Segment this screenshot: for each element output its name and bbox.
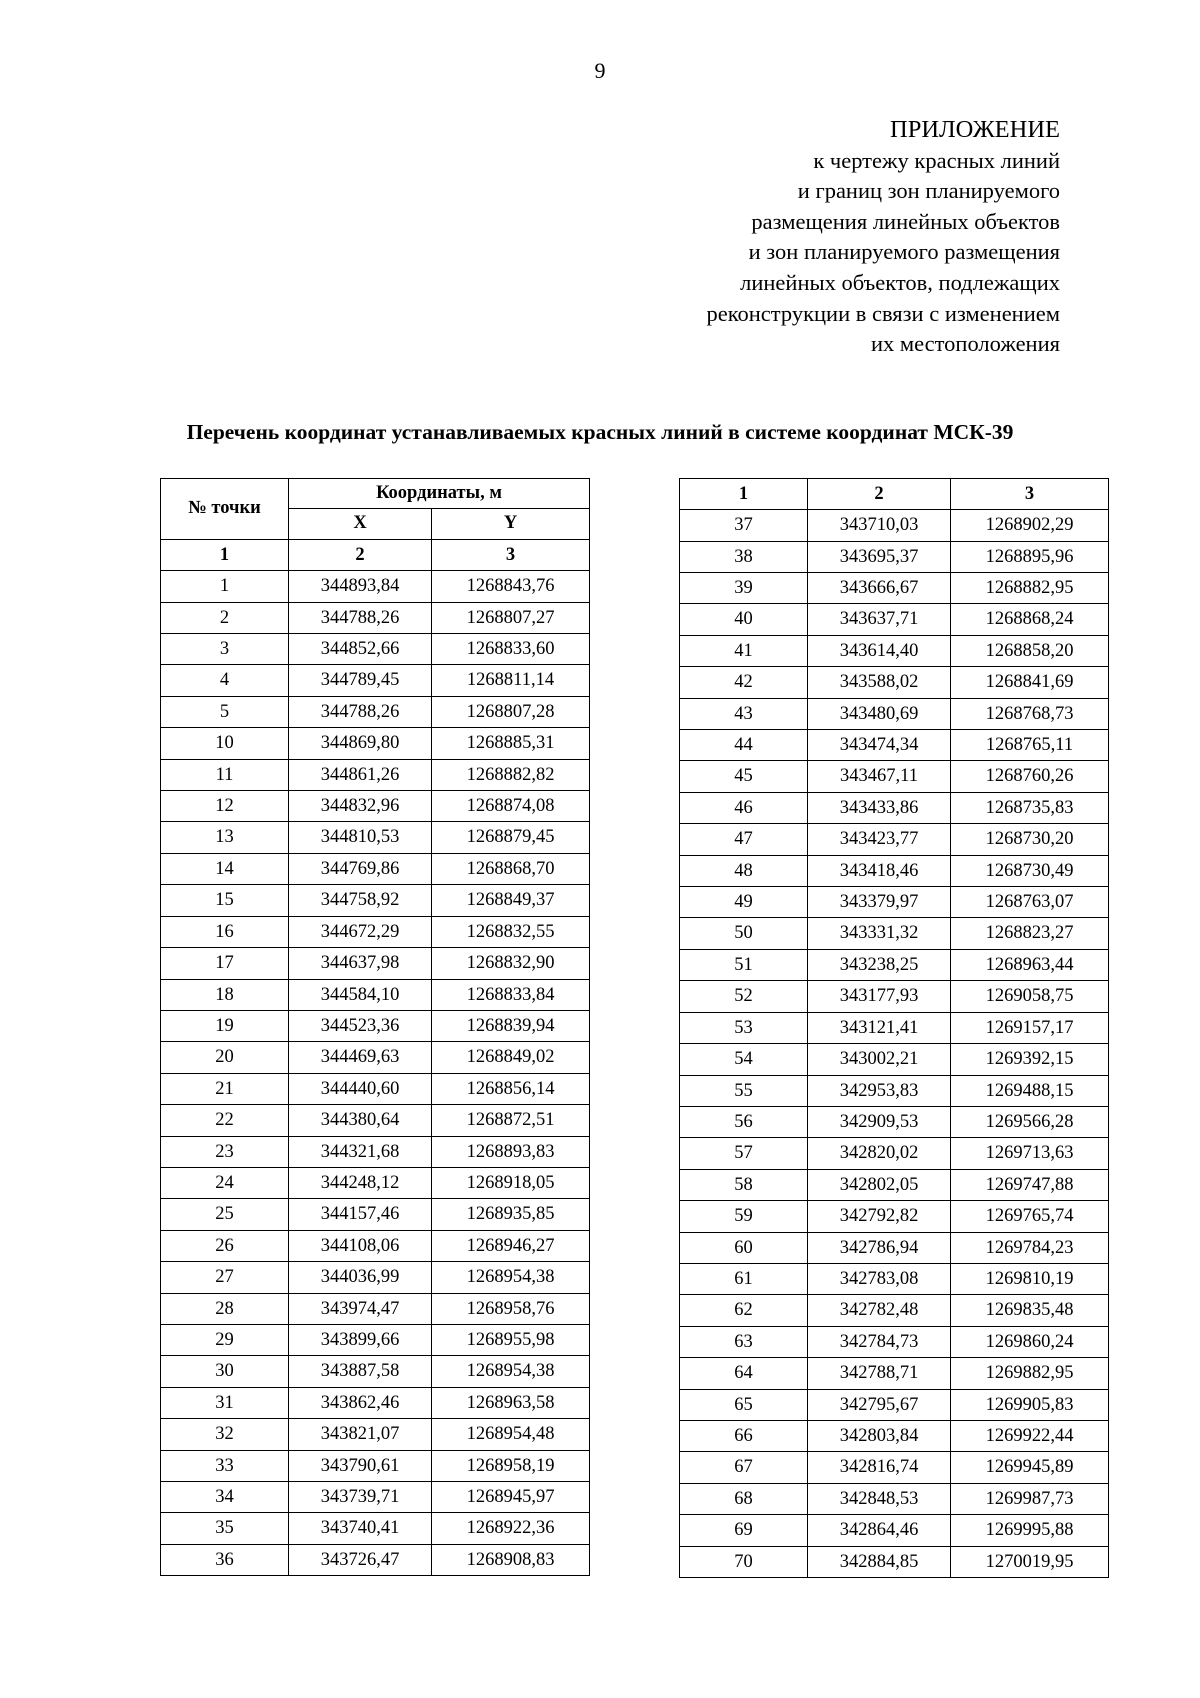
table-row <box>161 1105 590 1136</box>
point-number-cell: 21 <box>161 1073 289 1104</box>
y-coordinate-cell: 1268841,69 <box>951 667 1109 698</box>
table-row <box>680 1012 1109 1043</box>
point-number-cell: 53 <box>680 1012 808 1043</box>
x-coordinate-cell: 344788,26 <box>289 602 432 633</box>
appendix-line: и зон планируемого размещения <box>748 239 1060 265</box>
table-row <box>161 1136 590 1167</box>
table-row <box>680 1075 1109 1106</box>
y-coordinate-cell: 1269488,15 <box>951 1075 1109 1106</box>
table-right-body <box>680 510 1109 1578</box>
y-coordinate-cell: 1268872,51 <box>432 1105 590 1136</box>
table-row <box>161 1419 590 1450</box>
table-row <box>680 573 1109 604</box>
x-coordinate-cell: 344788,26 <box>289 696 432 727</box>
x-coordinate-cell: 343177,93 <box>808 981 951 1012</box>
table-row <box>161 1293 590 1324</box>
point-number-cell: 67 <box>680 1452 808 1483</box>
table-row <box>161 1073 590 1104</box>
y-coordinate-cell: 1268963,58 <box>432 1387 590 1418</box>
table-row <box>161 979 590 1010</box>
y-coordinate-cell: 1268902,29 <box>951 510 1109 541</box>
table-row <box>161 665 590 696</box>
table-row <box>161 602 590 633</box>
x-coordinate-cell: 343666,67 <box>808 573 951 604</box>
y-coordinate-cell: 1269392,15 <box>951 1044 1109 1075</box>
y-coordinate-cell: 1269566,28 <box>951 1106 1109 1137</box>
table-row <box>680 1389 1109 1420</box>
y-coordinate-cell: 1268735,83 <box>951 792 1109 823</box>
point-number-cell: 29 <box>161 1324 289 1355</box>
y-coordinate-cell: 1268874,08 <box>432 791 590 822</box>
y-coordinate-cell: 1268958,76 <box>432 1293 590 1324</box>
table-row <box>680 887 1109 918</box>
table-row <box>161 1356 590 1387</box>
x-coordinate-cell: 343379,97 <box>808 887 951 918</box>
y-coordinate-cell: 1268811,14 <box>432 665 590 696</box>
y-coordinate-cell: 1268807,27 <box>432 602 590 633</box>
point-number-cell: 66 <box>680 1420 808 1451</box>
x-coordinate-cell: 343862,46 <box>289 1387 432 1418</box>
x-coordinate-cell: 344380,64 <box>289 1105 432 1136</box>
y-coordinate-cell: 1269747,88 <box>951 1169 1109 1200</box>
x-coordinate-cell: 342864,46 <box>808 1515 951 1546</box>
y-coordinate-cell: 1268882,95 <box>951 573 1109 604</box>
table-row <box>161 948 590 979</box>
x-coordinate-cell: 343002,21 <box>808 1044 951 1075</box>
point-number-cell: 48 <box>680 855 808 886</box>
y-coordinate-cell: 1268895,96 <box>951 541 1109 572</box>
point-number-cell: 55 <box>680 1075 808 1106</box>
table-row <box>680 698 1109 729</box>
point-number-cell: 35 <box>161 1513 289 1544</box>
table-row <box>161 791 590 822</box>
point-number-cell: 11 <box>161 759 289 790</box>
y-coordinate-cell: 1268935,85 <box>432 1199 590 1230</box>
x-coordinate-cell: 342820,02 <box>808 1138 951 1169</box>
x-coordinate-cell: 342782,48 <box>808 1295 951 1326</box>
y-coordinate-cell: 1269860,24 <box>951 1326 1109 1357</box>
x-coordinate-cell: 344852,66 <box>289 634 432 665</box>
y-coordinate-cell: 1268922,36 <box>432 1513 590 1544</box>
y-coordinate-cell: 1268954,38 <box>432 1262 590 1293</box>
x-coordinate-cell: 342783,08 <box>808 1263 951 1294</box>
table-row <box>680 1358 1109 1389</box>
x-coordinate-cell: 343474,34 <box>808 730 951 761</box>
y-coordinate-cell: 1268807,28 <box>432 696 590 727</box>
point-number-cell: 39 <box>680 573 808 604</box>
column-number: 2 <box>289 539 432 570</box>
x-coordinate-cell: 344523,36 <box>289 1010 432 1041</box>
table-row <box>161 759 590 790</box>
y-coordinate-cell: 1268918,05 <box>432 1167 590 1198</box>
appendix-block <box>706 115 1060 360</box>
table-row <box>161 1167 590 1198</box>
point-number-cell: 59 <box>680 1201 808 1232</box>
table-row <box>161 1230 590 1261</box>
x-coordinate-cell: 342848,53 <box>808 1483 951 1514</box>
y-coordinate-cell: 1268868,70 <box>432 853 590 884</box>
y-coordinate-cell: 1269157,17 <box>951 1012 1109 1043</box>
point-number-cell: 32 <box>161 1419 289 1450</box>
x-coordinate-cell: 342803,84 <box>808 1420 951 1451</box>
y-coordinate-cell: 1269765,74 <box>951 1201 1109 1232</box>
point-number-cell: 57 <box>680 1138 808 1169</box>
x-coordinate-cell: 343726,47 <box>289 1544 432 1575</box>
table-row <box>680 1232 1109 1263</box>
point-number-cell: 5 <box>161 696 289 727</box>
point-number-cell: 10 <box>161 728 289 759</box>
header-y: Y <box>432 509 590 539</box>
point-number-cell: 45 <box>680 761 808 792</box>
table-row <box>680 1515 1109 1546</box>
y-coordinate-cell: 1269945,89 <box>951 1452 1109 1483</box>
x-coordinate-cell: 344861,26 <box>289 759 432 790</box>
table-row <box>161 885 590 916</box>
y-coordinate-cell: 1269922,44 <box>951 1420 1109 1451</box>
table-row <box>680 1452 1109 1483</box>
header-x: X <box>289 509 432 539</box>
x-coordinate-cell: 344584,10 <box>289 979 432 1010</box>
x-coordinate-cell: 344157,46 <box>289 1199 432 1230</box>
point-number-cell: 24 <box>161 1167 289 1198</box>
appendix-line: реконструкции в связи с изменением <box>706 300 1060 326</box>
table-row <box>680 1201 1109 1232</box>
y-coordinate-cell: 1268958,19 <box>432 1450 590 1481</box>
table-row <box>680 541 1109 572</box>
y-coordinate-cell: 1268833,84 <box>432 979 590 1010</box>
x-coordinate-cell: 344758,92 <box>289 885 432 916</box>
table-row <box>161 696 590 727</box>
x-coordinate-cell: 344440,60 <box>289 1073 432 1104</box>
table-row <box>161 822 590 853</box>
point-number-cell: 56 <box>680 1106 808 1137</box>
point-number-cell: 70 <box>680 1546 808 1577</box>
table-row <box>680 667 1109 698</box>
x-coordinate-cell: 342884,85 <box>808 1546 951 1577</box>
table-row <box>161 1262 590 1293</box>
table-row <box>680 761 1109 792</box>
table-row <box>161 1199 590 1230</box>
x-coordinate-cell: 342909,53 <box>808 1106 951 1137</box>
x-coordinate-cell: 343637,71 <box>808 604 951 635</box>
y-coordinate-cell: 1269784,23 <box>951 1232 1109 1263</box>
point-number-cell: 18 <box>161 979 289 1010</box>
table-row <box>680 918 1109 949</box>
x-coordinate-cell: 344789,45 <box>289 665 432 696</box>
point-number-cell: 52 <box>680 981 808 1012</box>
table-row <box>680 1420 1109 1451</box>
x-coordinate-cell: 344893,84 <box>289 571 432 602</box>
y-coordinate-cell: 1269835,48 <box>951 1295 1109 1326</box>
table-row <box>680 1326 1109 1357</box>
point-number-cell: 33 <box>161 1450 289 1481</box>
point-number-cell: 25 <box>161 1199 289 1230</box>
column-number: 3 <box>951 479 1109 510</box>
table-row <box>161 728 590 759</box>
point-number-cell: 1 <box>161 571 289 602</box>
table-row <box>680 1483 1109 1514</box>
table-row <box>161 1387 590 1418</box>
table-row <box>680 1138 1109 1169</box>
x-coordinate-cell: 344248,12 <box>289 1167 432 1198</box>
y-coordinate-cell: 1268833,60 <box>432 634 590 665</box>
y-coordinate-cell: 1268760,26 <box>951 761 1109 792</box>
table-row <box>680 855 1109 886</box>
x-coordinate-cell: 342795,67 <box>808 1389 951 1420</box>
y-coordinate-cell: 1268954,38 <box>432 1356 590 1387</box>
point-number-cell: 16 <box>161 916 289 947</box>
point-number-cell: 26 <box>161 1230 289 1261</box>
y-coordinate-cell: 1269713,63 <box>951 1138 1109 1169</box>
x-coordinate-cell: 344108,06 <box>289 1230 432 1261</box>
x-coordinate-cell: 343418,46 <box>808 855 951 886</box>
point-number-cell: 14 <box>161 853 289 884</box>
x-coordinate-cell: 344672,29 <box>289 916 432 947</box>
point-number-cell: 27 <box>161 1262 289 1293</box>
appendix-line: их местоположения <box>870 331 1060 357</box>
point-number-cell: 63 <box>680 1326 808 1357</box>
x-coordinate-cell: 343899,66 <box>289 1324 432 1355</box>
y-coordinate-cell: 1268868,24 <box>951 604 1109 635</box>
point-number-cell: 51 <box>680 949 808 980</box>
table-row <box>680 1044 1109 1075</box>
x-coordinate-cell: 343121,41 <box>808 1012 951 1043</box>
y-coordinate-cell: 1268763,07 <box>951 887 1109 918</box>
point-number-cell: 68 <box>680 1483 808 1514</box>
point-number-cell: 65 <box>680 1389 808 1420</box>
point-number-cell: 15 <box>161 885 289 916</box>
x-coordinate-cell: 343480,69 <box>808 698 951 729</box>
table-row <box>161 1482 590 1513</box>
point-number-cell: 3 <box>161 634 289 665</box>
x-coordinate-cell: 343790,61 <box>289 1450 432 1481</box>
appendix-line: линейных объектов, подлежащих <box>740 269 1060 295</box>
y-coordinate-cell: 1268856,14 <box>432 1073 590 1104</box>
y-coordinate-cell: 1268823,27 <box>951 918 1109 949</box>
point-number-cell: 47 <box>680 824 808 855</box>
point-number-cell: 58 <box>680 1169 808 1200</box>
y-coordinate-cell: 1268882,82 <box>432 759 590 790</box>
point-number-cell: 38 <box>680 541 808 572</box>
x-coordinate-cell: 344469,63 <box>289 1042 432 1073</box>
y-coordinate-cell: 1270019,95 <box>951 1546 1109 1577</box>
point-number-cell: 37 <box>680 510 808 541</box>
y-coordinate-cell: 1268954,48 <box>432 1419 590 1450</box>
y-coordinate-cell: 1268893,83 <box>432 1136 590 1167</box>
table-row <box>161 853 590 884</box>
y-coordinate-cell: 1268955,98 <box>432 1324 590 1355</box>
y-coordinate-cell: 1268730,20 <box>951 824 1109 855</box>
x-coordinate-cell: 342792,82 <box>808 1201 951 1232</box>
header-coordinates: Координаты, м <box>289 479 590 509</box>
y-coordinate-cell: 1268945,97 <box>432 1482 590 1513</box>
point-number-cell: 4 <box>161 665 289 696</box>
y-coordinate-cell: 1269905,83 <box>951 1389 1109 1420</box>
x-coordinate-cell: 342788,71 <box>808 1358 951 1389</box>
appendix-title: ПРИЛОЖЕНИЕ <box>890 116 1060 143</box>
table-row <box>680 604 1109 635</box>
point-number-cell: 61 <box>680 1263 808 1294</box>
table-row <box>680 1263 1109 1294</box>
y-coordinate-cell: 1269995,88 <box>951 1515 1109 1546</box>
x-coordinate-cell: 343739,71 <box>289 1482 432 1513</box>
point-number-cell: 22 <box>161 1105 289 1136</box>
y-coordinate-cell: 1268839,94 <box>432 1010 590 1041</box>
x-coordinate-cell: 343467,11 <box>808 761 951 792</box>
table-row <box>680 1546 1109 1577</box>
table-row <box>680 824 1109 855</box>
x-coordinate-cell: 343740,41 <box>289 1513 432 1544</box>
table-row <box>680 981 1109 1012</box>
y-coordinate-cell: 1268832,55 <box>432 916 590 947</box>
x-coordinate-cell: 343433,86 <box>808 792 951 823</box>
x-coordinate-cell: 343423,77 <box>808 824 951 855</box>
y-coordinate-cell: 1269987,73 <box>951 1483 1109 1514</box>
y-coordinate-cell: 1269058,75 <box>951 981 1109 1012</box>
y-coordinate-cell: 1268832,90 <box>432 948 590 979</box>
table-row <box>161 916 590 947</box>
y-coordinate-cell: 1268768,73 <box>951 698 1109 729</box>
x-coordinate-cell: 342784,73 <box>808 1326 951 1357</box>
x-coordinate-cell: 343614,40 <box>808 635 951 666</box>
point-number-cell: 36 <box>161 1544 289 1575</box>
point-number-cell: 30 <box>161 1356 289 1387</box>
x-coordinate-cell: 343821,07 <box>289 1419 432 1450</box>
point-number-cell: 54 <box>680 1044 808 1075</box>
table-row <box>680 510 1109 541</box>
x-coordinate-cell: 344321,68 <box>289 1136 432 1167</box>
x-coordinate-cell: 343238,25 <box>808 949 951 980</box>
column-number: 1 <box>161 539 289 570</box>
table-left-body <box>161 571 590 1576</box>
table-row <box>680 792 1109 823</box>
point-number-cell: 50 <box>680 918 808 949</box>
table-row <box>161 1544 590 1575</box>
y-coordinate-cell: 1269810,19 <box>951 1263 1109 1294</box>
table-row <box>161 634 590 665</box>
y-coordinate-cell: 1269882,95 <box>951 1358 1109 1389</box>
table-row <box>161 1324 590 1355</box>
header-point-number: № точки <box>161 479 289 540</box>
point-number-cell: 43 <box>680 698 808 729</box>
point-number-cell: 28 <box>161 1293 289 1324</box>
point-number-cell: 20 <box>161 1042 289 1073</box>
x-coordinate-cell: 342816,74 <box>808 1452 951 1483</box>
coordinates-table-right <box>679 478 1109 1578</box>
point-number-cell: 60 <box>680 1232 808 1263</box>
table-row <box>680 635 1109 666</box>
coordinates-table-left <box>160 478 590 1576</box>
x-coordinate-cell: 344869,80 <box>289 728 432 759</box>
appendix-line: и границ зон планируемого <box>797 178 1060 204</box>
x-coordinate-cell: 343974,47 <box>289 1293 432 1324</box>
document-heading: Перечень координат устанавливаемых красных линий в системе координат МСК-39 <box>186 420 1014 444</box>
y-coordinate-cell: 1268765,11 <box>951 730 1109 761</box>
x-coordinate-cell: 343710,03 <box>808 510 951 541</box>
point-number-cell: 23 <box>161 1136 289 1167</box>
y-coordinate-cell: 1268843,76 <box>432 571 590 602</box>
y-coordinate-cell: 1268963,44 <box>951 949 1109 980</box>
point-number-cell: 44 <box>680 730 808 761</box>
x-coordinate-cell: 342953,83 <box>808 1075 951 1106</box>
point-number-cell: 13 <box>161 822 289 853</box>
table-row <box>680 1106 1109 1137</box>
column-number: 1 <box>680 479 808 510</box>
x-coordinate-cell: 342786,94 <box>808 1232 951 1263</box>
point-number-cell: 31 <box>161 1387 289 1418</box>
x-coordinate-cell: 343331,32 <box>808 918 951 949</box>
point-number-cell: 62 <box>680 1295 808 1326</box>
table-row <box>161 1450 590 1481</box>
table-row <box>161 1010 590 1041</box>
point-number-cell: 46 <box>680 792 808 823</box>
y-coordinate-cell: 1268849,37 <box>432 885 590 916</box>
x-coordinate-cell: 342802,05 <box>808 1169 951 1200</box>
appendix-line: размещения линейных объектов <box>751 208 1060 234</box>
table-row <box>680 1169 1109 1200</box>
x-coordinate-cell: 344769,86 <box>289 853 432 884</box>
y-coordinate-cell: 1268730,49 <box>951 855 1109 886</box>
y-coordinate-cell: 1268946,27 <box>432 1230 590 1261</box>
x-coordinate-cell: 344832,96 <box>289 791 432 822</box>
point-number-cell: 64 <box>680 1358 808 1389</box>
x-coordinate-cell: 343695,37 <box>808 541 951 572</box>
table-row <box>680 949 1109 980</box>
table-row <box>161 571 590 602</box>
x-coordinate-cell: 344637,98 <box>289 948 432 979</box>
point-number-cell: 34 <box>161 1482 289 1513</box>
table-row <box>680 1295 1109 1326</box>
point-number-cell: 2 <box>161 602 289 633</box>
y-coordinate-cell: 1268858,20 <box>951 635 1109 666</box>
point-number-cell: 42 <box>680 667 808 698</box>
table-row <box>161 1513 590 1544</box>
point-number-cell: 17 <box>161 948 289 979</box>
point-number-cell: 49 <box>680 887 808 918</box>
x-coordinate-cell: 343887,58 <box>289 1356 432 1387</box>
page-number: 9 <box>594 58 606 83</box>
point-number-cell: 69 <box>680 1515 808 1546</box>
table-row <box>161 1042 590 1073</box>
point-number-cell: 19 <box>161 1010 289 1041</box>
x-coordinate-cell: 344036,99 <box>289 1262 432 1293</box>
table-row <box>680 730 1109 761</box>
appendix-line: к чертежу красных линий <box>813 147 1060 173</box>
column-number: 2 <box>808 479 951 510</box>
point-number-cell: 41 <box>680 635 808 666</box>
x-coordinate-cell: 344810,53 <box>289 822 432 853</box>
y-coordinate-cell: 1268885,31 <box>432 728 590 759</box>
x-coordinate-cell: 343588,02 <box>808 667 951 698</box>
point-number-cell: 12 <box>161 791 289 822</box>
y-coordinate-cell: 1268908,83 <box>432 1544 590 1575</box>
column-number: 3 <box>432 539 590 570</box>
y-coordinate-cell: 1268849,02 <box>432 1042 590 1073</box>
y-coordinate-cell: 1268879,45 <box>432 822 590 853</box>
point-number-cell: 40 <box>680 604 808 635</box>
